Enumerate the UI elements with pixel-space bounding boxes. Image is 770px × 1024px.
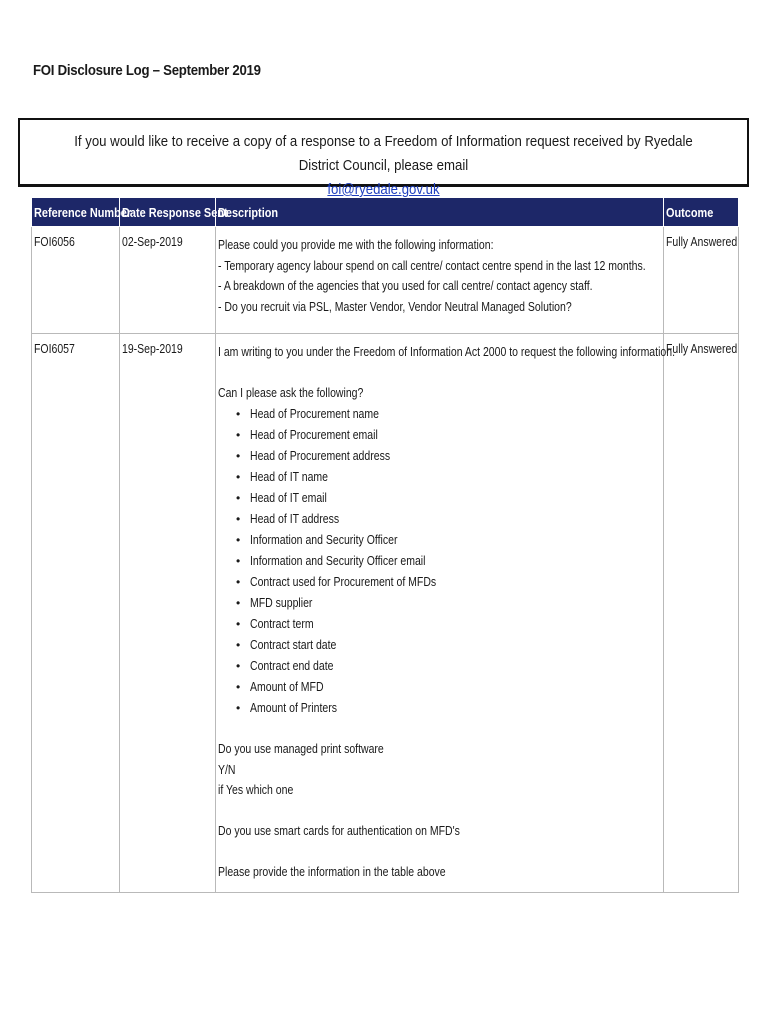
list-item: • Amount of Printers: [236, 698, 661, 719]
intro-notice: [18, 118, 749, 198]
cell-reference: FOI6057: [32, 334, 120, 893]
list-item: • Information and Security Officer: [236, 530, 661, 551]
list-item: • Contract start date: [236, 635, 661, 656]
page-title: FOI Disclosure Log – September 2019: [33, 62, 261, 79]
list-item: • MFD supplier: [236, 593, 661, 614]
cell-description: Please could you provide me with the following information: - Temporary agency labour spend on call centre/ contact centre spend in the last 12 months. - A breakdown of the agencies that you used for call centre/ contact agency staff. - Do you recruit via PSL, Master Vendor, Vendor Neutral Managed Solution?: [216, 227, 664, 334]
table-row: [32, 334, 739, 893]
list-item: • Information and Security Officer email: [236, 551, 661, 572]
header-outcome: Outcome: [664, 198, 739, 227]
cell-description: I am writing to you under the Freedom of Information Act 2000 to request the following information. Can I please ask the following? • Head of Procurement name • Head of Procurement email • Head of Procurement address • Head of IT name • Head of IT email • Head of IT address • Information and Security Officer • Information and Security Officer email • Contract used for Procurement of MFDs • MFD supplier • Contract term • Contract start date • Contract end date • Amount of MFD • Amount of Printers Do you use managed print software Y/N if Yes which one Do you use smart cards for authentication on MFD's Please provide the information in the table above: [216, 334, 664, 893]
cell-date: 19-Sep-2019: [120, 334, 216, 893]
cell-reference: FOI6056: [32, 227, 120, 334]
disclosure-log-table: [31, 197, 739, 893]
list-item: • Head of Procurement address: [236, 446, 661, 467]
header-reference-number: Reference Number: [32, 198, 120, 227]
list-item: • Contract end date: [236, 656, 661, 677]
cell-date: 02-Sep-2019: [120, 227, 216, 334]
header-date-response-sent: Date Response Sent: [120, 198, 216, 227]
intro-text: If you would like to receive a copy of a response to a Freedom of Information request received by Ryedale District Council, please email: [74, 133, 693, 174]
cell-outcome: Fully Answered: [664, 227, 739, 334]
email-link[interactable]: foi@ryedale.gov.uk: [327, 181, 440, 198]
list-item: • Head of IT address: [236, 509, 661, 530]
list-item: • Head of Procurement email: [236, 425, 661, 446]
list-item: • Head of IT email: [236, 488, 661, 509]
list-item: • Contract term: [236, 614, 661, 635]
list-item: • Head of Procurement name: [236, 404, 661, 425]
table-row: [32, 227, 739, 334]
list-item: • Amount of MFD: [236, 677, 661, 698]
header-description: Description: [216, 198, 664, 227]
table-header-row: [32, 198, 739, 227]
request-list: [218, 404, 661, 719]
list-item: • Head of IT name: [236, 467, 661, 488]
cell-outcome: Fully Answered: [664, 334, 739, 893]
list-item: • Contract used for Procurement of MFDs: [236, 572, 661, 593]
